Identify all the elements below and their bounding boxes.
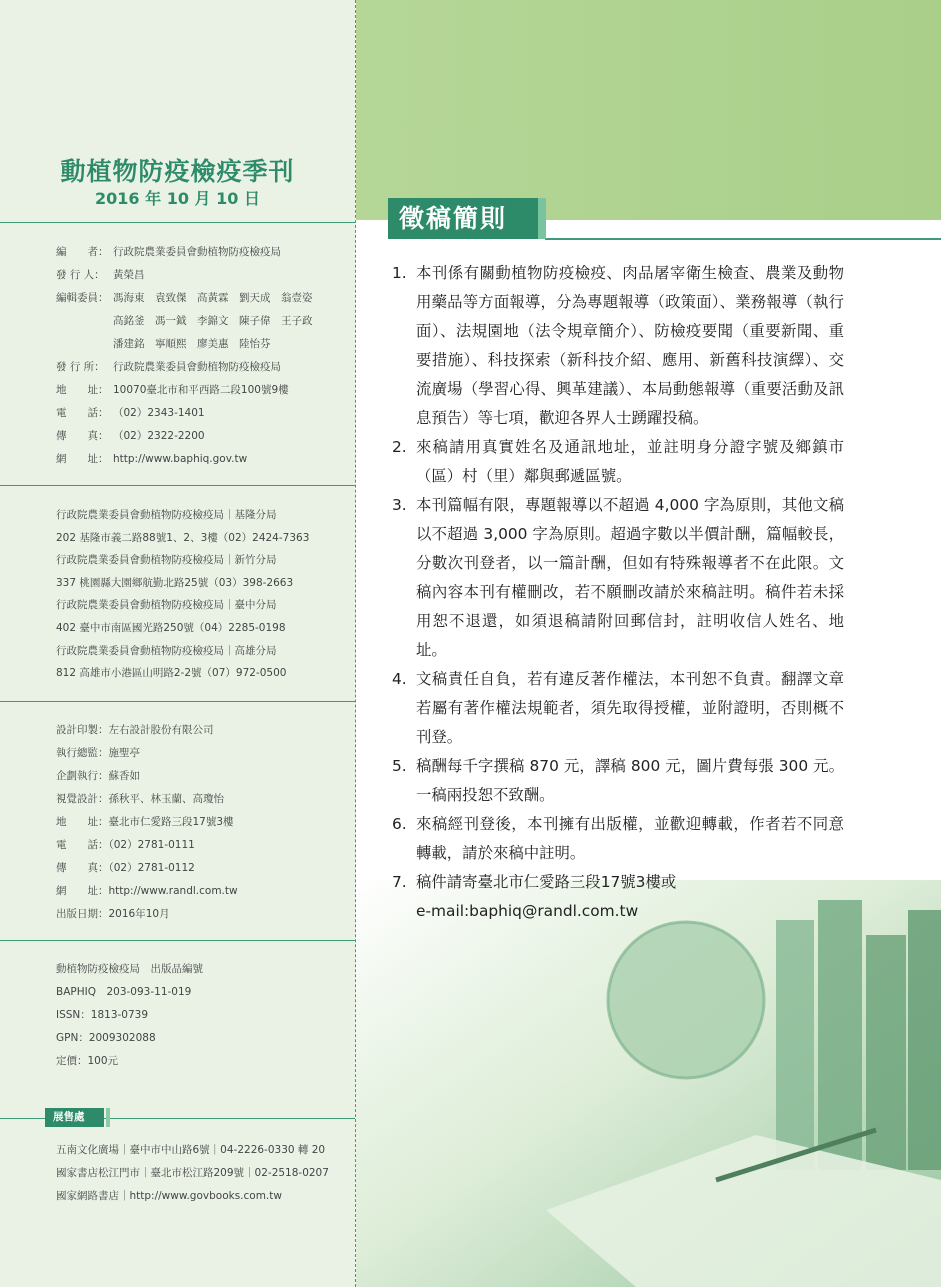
info-row: 網 址： http://www.baphiq.gov.tw <box>56 453 248 465</box>
publisher-info <box>56 241 313 471</box>
info-row: 電 話： （02）2343-1401 <box>56 407 205 419</box>
sales-line: 五南文化廣場｜臺中市中山路6號｜04-2226-0330 轉 20 <box>56 1144 326 1156</box>
rule-item: 5. 稿酬每千字撰稿 870 元，譯稿 800 元，圖片費每張 300 元。一稿兩投恕不致酬。 <box>392 757 844 804</box>
branch-line: 行政院農業委員會動植物防疫檢疫局｜高雄分局 <box>56 644 277 657</box>
section-heading: 徵稿簡則 <box>388 198 545 239</box>
credit-line: 視覺設計：孫秋平、林玉蘭、高瓊怡 <box>56 793 224 805</box>
books-illustration <box>356 880 941 1287</box>
rule-item: 6. 來稿經刊登後，本刊擁有出版權，並歡迎轉載，作者若不同意轉載，請於來稿中註明。 <box>392 815 844 862</box>
credit-line: 地 址：臺北市仁愛路三段17號3樓 <box>56 816 234 828</box>
section-divider <box>0 701 355 702</box>
section-divider <box>0 485 355 486</box>
sales-tag: 展售處 <box>45 1108 104 1127</box>
rule-item: 2. 來稿請用真實姓名及通訊地址，並註明身分證字號及鄉鎮市（區）村（里）鄰與郵遞區號。 <box>392 438 844 485</box>
info-row: 傳 真： （02）2322-2200 <box>56 430 205 442</box>
pub-line: ISSN：1813-0739 <box>56 1009 149 1021</box>
book-spine <box>908 910 941 1170</box>
book-spine <box>866 935 906 1170</box>
sales-list <box>56 1139 329 1208</box>
info-row: 潘建銘 寧順熙 廖美惠 陸怡芬 <box>113 338 271 350</box>
book-spine <box>818 900 862 1170</box>
credit-line: 網 址：http://www.randl.com.tw <box>56 885 238 897</box>
branch-line: 337 桃園縣大園鄉航勤北路25號（03）398-2663 <box>56 576 294 589</box>
credit-line: 電 話：（02）2781-0111 <box>56 839 195 851</box>
rule-item: 4. 文稿責任自負，若有違反著作權法，本刊恕不負責。翻譯文章若屬有著作權法規範者，須先取得授權，並附證明，否則概不刊登。 <box>392 670 844 746</box>
pub-line: BAPHIQ 203-093-11-019 <box>56 986 192 998</box>
info-row: 發 行 所： 行政院農業委員會動植物防疫檢疫局 <box>56 361 281 373</box>
contact-email: e-mail:baphiq@randl.com.tw <box>416 902 639 920</box>
branch-line: 行政院農業委員會動植物防疫檢疫局｜基隆分局 <box>56 509 277 521</box>
sales-line: 國家書店松江門市｜臺北市松江路209號｜02-2518-0207 <box>56 1167 329 1179</box>
rule-item: 3. 本刊篇幅有限，專題報導以不超過 4,000 字為原則，其他文稿以不超過 3,000 字為原則。超過字數以半價計酬，篇幅較長，分數次刊登者，以一篇計酬，但如有特殊報導者不在此限。文稿內容本刊有權刪改，若不願刪改請於來稿註明。稿件若未採用恕不退還，如須退稿請附回郵信封，註明收信人姓名、地址。 <box>392 496 844 659</box>
branch-line: 202 基隆市義二路88號1、2、3樓（02）2424-7363 <box>56 531 310 544</box>
magazine-title: 動植物防疫檢疫季刊 <box>60 157 295 186</box>
book-spine <box>776 920 814 1170</box>
publication-info <box>56 958 203 1073</box>
credit-line: 執行總監：施聖亭 <box>56 747 140 759</box>
credit-line: 企劃執行：蘇香如 <box>56 770 140 782</box>
branch-line: 812 高雄市小港區山明路2-2號（07）972-0500 <box>56 667 287 680</box>
section-divider <box>0 940 355 941</box>
rule-item: 1. 本刊係有關動植物防疫檢疫、肉品屠宰衛生檢查、農業及動物用藥品等方面報導，分為專題報導（政策面）、業務報導（執行面）、法規園地（法令規章簡介）、防檢疫要聞（重要新聞、重要措施）、科技探索（新科技介紹、應用、新舊科技演繹）、交流廣場（學習心得、興革建議）、本局動態報導（重要活動及訊息預告）等七項，歡迎各界人士踴躍投稿。 <box>392 264 844 427</box>
credit-line: 傳 真：（02）2781-0112 <box>56 862 195 874</box>
header-band <box>356 0 941 220</box>
rule-item: 7. 稿件請寄臺北市仁愛路三段17號3樓或 e-mail:baphiq@randl.com.tw <box>392 868 844 926</box>
submission-rules <box>392 259 844 926</box>
info-row: 高銘釜 馮一鉞 李錦文 陳子偉 王子政 <box>113 315 313 327</box>
heading-accent <box>538 198 546 239</box>
info-row: 編 者： 行政院農業委員會動植物防疫檢疫局 <box>56 246 281 258</box>
branch-line: 行政院農業委員會動植物防疫檢疫局｜新竹分局 <box>56 554 277 567</box>
branch-list <box>56 504 309 685</box>
design-credits <box>56 719 238 926</box>
heading-rule <box>545 238 941 240</box>
info-row: 地 址： 10070臺北市和平西路二段100號9樓 <box>56 384 289 396</box>
sales-line: 國家網路書店｜http://www.govbooks.com.tw <box>56 1190 282 1202</box>
info-row: 發 行 人： 黃榮昌 <box>56 269 145 281</box>
pub-line: GPN：2009302088 <box>56 1032 156 1044</box>
credit-line: 出版日期：2016年10月 <box>56 908 170 920</box>
pub-line: 定價：100元 <box>56 1055 119 1067</box>
section-divider <box>0 222 355 223</box>
credit-line: 設計印製：左右設計股份有限公司 <box>56 724 214 736</box>
branch-line: 402 臺中市南區國光路250號（04）2285-0198 <box>56 621 286 634</box>
issue-date: 2016 年 10 月 10 日 <box>95 189 260 208</box>
branch-line: 行政院農業委員會動植物防疫檢疫局｜臺中分局 <box>56 599 277 612</box>
info-row: 編輯委員： 馮海東 袁致傑 高黃霖 劉天成 翁壹姿 <box>56 292 313 304</box>
pub-line: 動植物防疫檢疫局 出版品編號 <box>56 963 203 975</box>
